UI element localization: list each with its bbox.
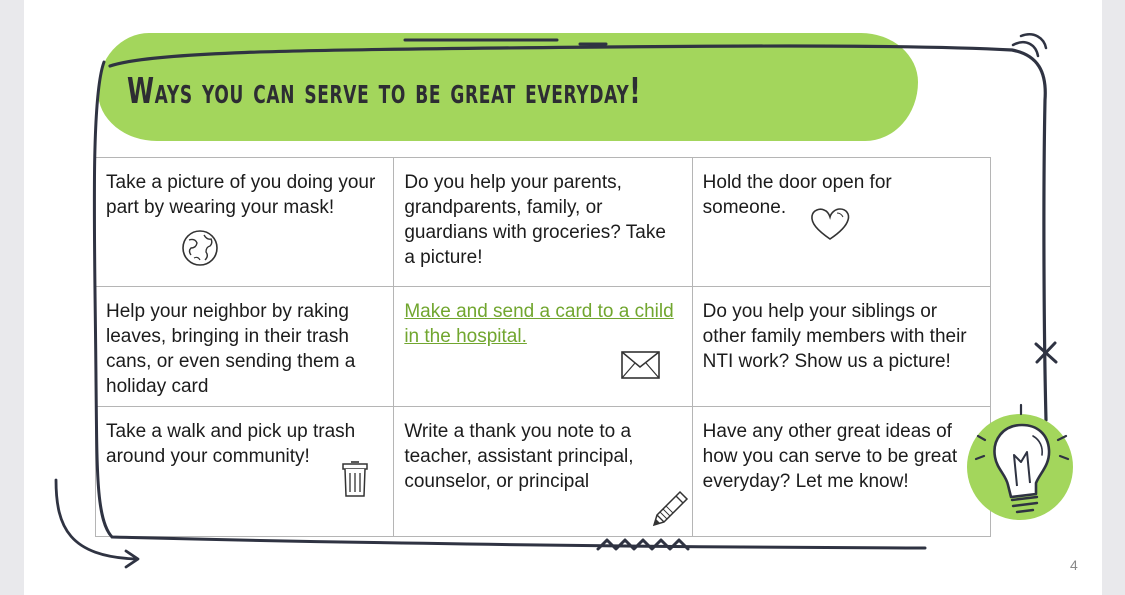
pencil-icon: [648, 489, 690, 531]
cell-text: Take a walk and pick up trash around your community!: [106, 421, 356, 467]
hospital-card-link[interactable]: Make and send a card to a child in the hospital.: [404, 301, 674, 347]
idea-cell-hospital-card: [394, 287, 692, 407]
idea-cell-other-ideas: [692, 407, 990, 537]
idea-cell-door: [692, 158, 990, 287]
cell-text: Take a picture of you doing your part by wearing your mask!: [106, 172, 376, 218]
cell-text: Write a thank you note to a teacher, assistant principal, counselor, or principal: [404, 421, 634, 492]
page-title: Ways you can serve to be great everyday!: [127, 71, 642, 112]
ideas-grid: [95, 157, 991, 537]
cell-text: Do you help your siblings or other family members with their NTI work? Show us a picture!: [702, 301, 967, 372]
cell-text: Hold the door open for someone.: [702, 172, 892, 218]
globe-icon: [180, 228, 220, 268]
envelope-icon: [620, 349, 662, 381]
page-number: 4: [1070, 557, 1078, 573]
cell-text: Have any other great ideas of how you can serve to be great everyday? Let me know!: [702, 421, 958, 492]
idea-cell-thank-you: [394, 407, 692, 537]
table-row: [96, 158, 991, 287]
table-row: [96, 287, 991, 407]
idea-cell-siblings: [692, 287, 990, 407]
heart-icon: [809, 206, 851, 242]
cell-text: Help your neighbor by raking leaves, bringing in their trash cans, or even sending them a holiday card: [106, 301, 356, 397]
trash-can-icon: [340, 457, 370, 499]
idea-cell-neighbor: [96, 287, 394, 407]
cell-text: Do you help your parents, grandparents, family, or guardians with groceries? Take a picture!: [404, 172, 666, 268]
idea-cell-groceries: [394, 158, 692, 287]
idea-cell-mask: [96, 158, 394, 287]
idea-cell-trash-walk: [96, 407, 394, 537]
table-row: [96, 407, 991, 537]
